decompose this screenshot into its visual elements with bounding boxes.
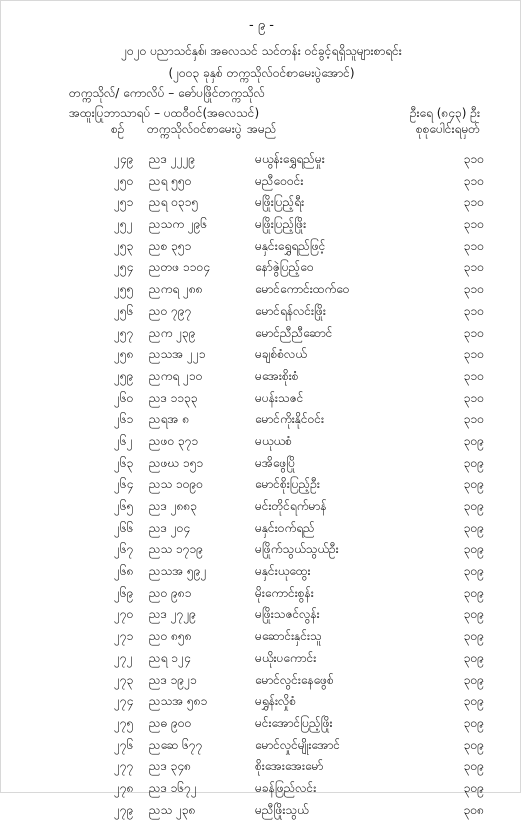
total-score: ၃၁၀ (463, 217, 484, 232)
row-number: ၂၆၁ (114, 412, 134, 427)
column-header-name: အမည် (247, 122, 277, 136)
table-row (1, 390, 521, 412)
row-number: ၂၇၁ (114, 629, 134, 644)
table-row (1, 411, 521, 433)
total-score: ၃၁၀ (463, 390, 484, 405)
exam-id: ညဒ ၂၀၄ (149, 520, 191, 535)
exam-id: ညသအ ၅၈၁ (149, 694, 208, 709)
exam-id: ညဒ ၂၂၂၉ (149, 152, 196, 166)
results-table (1, 151, 521, 823)
student-name: မညီဖြိုးသွယ် (255, 802, 309, 817)
total-score: ၃၀၉ (463, 477, 484, 492)
exam-id: ညဖဝ ၃၇၁ (149, 433, 199, 448)
row-number: ၂၅၄ (114, 260, 134, 275)
student-name: မဖြိုးပြည့်ဖြိုး (255, 217, 307, 232)
student-name: မင်းအောင်ပြည့်ဖြိုး (255, 715, 333, 730)
row-number: ၂၆၄ (114, 477, 134, 492)
row-number: ၂၇၉ (114, 802, 134, 817)
table-row (1, 368, 521, 390)
student-name: မဖြိုးသဇင်လွန်း (255, 607, 320, 622)
exam-id: ညဝ ၈၅၈ (149, 629, 192, 644)
total-score: ၃၁၀ (463, 347, 484, 362)
exam-id: ညဓ ၉၀၀ (149, 715, 192, 730)
table-row (1, 541, 521, 563)
student-name: မယိုးပကောင်း (255, 650, 317, 665)
total-score: ၃၀၉ (463, 780, 484, 795)
exam-id: ညရ ၅၅၀ (149, 173, 192, 188)
row-number: ၂၆၇ (114, 542, 134, 557)
student-name: နော်ဇွဲပြည့်၀ေ (255, 260, 314, 275)
total-score: ၃၀၉ (463, 455, 484, 470)
student-name: မင်းတိုင်ရက်မာန် (255, 499, 327, 513)
table-row (1, 433, 521, 455)
exam-id: ညဝ ၇၉၇ (149, 303, 192, 318)
student-name: မောင်လွင်းနေဖွေစ် (255, 672, 334, 687)
exam-id: ညဒ ၂၇၂၉ (149, 607, 196, 622)
table-row (1, 151, 521, 173)
table-row (1, 650, 521, 672)
total-score: ၃၁၀ (463, 303, 484, 318)
exam-id: ညဒ ၁၉၂၁ (149, 672, 197, 687)
table-row (1, 476, 521, 498)
student-name: စိုးအေးအေးမော် (255, 759, 324, 774)
column-header-exam-id: တက္ကသိုလ်ဝင်စာမေးပွဲ (147, 122, 242, 136)
student-name: မချစ်စံလယ် (255, 347, 307, 362)
row-number: ၂၆၉ (114, 585, 134, 600)
row-number: ၂၅၀ (114, 173, 134, 188)
exam-id: ညဒ ၃၄၈ (149, 759, 192, 774)
total-score: ၃၁၀ (463, 238, 484, 253)
university-line: တက္ကသိုလ်/ ကောလိပ် – ဓော်ပဖြိုင်တက္ကသိုလ် (69, 86, 265, 100)
table-row (1, 455, 521, 477)
total-score: ၃၀၉ (463, 715, 484, 730)
exam-id: ညဒ ၂၈၈၃ (149, 499, 198, 513)
row-number: ၂၆၈ (114, 564, 134, 579)
table-row (1, 693, 521, 715)
table-row (1, 346, 521, 368)
row-number: ၂၇၅ (114, 715, 134, 730)
exam-id: ညဒ ၁၆၇၂ (149, 780, 197, 795)
row-number: ၂၅၉ (114, 368, 134, 383)
table-row (1, 715, 521, 737)
student-name: မဖြိုက်သွယ်သွယ်ဦး (255, 542, 339, 557)
exam-id: ညစ ၃၅၁ (149, 238, 192, 253)
title-line-1: ၂၀၂၀ ပညာသင်နှစ်၊ အဓလသင် သင်တန်း ဝင်ခွင့်ရရှိသူများစာရင်း (121, 44, 402, 58)
column-header-no: စဉ် (111, 122, 125, 136)
exam-id: ညသအ ၂၂၁ (149, 347, 206, 362)
table-row (1, 585, 521, 607)
table-row (1, 325, 521, 347)
table-row (1, 606, 521, 628)
table-row (1, 672, 521, 694)
row-number: ၂၅၈ (114, 347, 134, 362)
total-score: ၃၀၉ (463, 759, 484, 774)
exam-id: ညကရ ၂၁၀ (149, 368, 203, 383)
total-score: ၃၁၀ (463, 412, 484, 427)
table-row (1, 628, 521, 650)
exam-id: ညက ၂၃၉ (149, 325, 196, 340)
total-score: ၃၁၀ (463, 195, 484, 210)
total-score: ၃၀၉ (463, 520, 484, 535)
student-name: မောင်ကိုးနိုင်ဝင်း (255, 412, 325, 427)
student-name: မအေးစိုးစံ (255, 368, 299, 383)
total-score: ၃၁၀ (463, 282, 484, 297)
row-number: ၂၇၈ (114, 780, 134, 795)
total-score: ၃၀၉ (463, 433, 484, 448)
table-row (1, 303, 521, 325)
exam-id: ညဝ ၉၈၁ (149, 585, 192, 600)
row-number: ၂၅၅ (114, 282, 134, 297)
row-number: ၂၅၇ (114, 325, 134, 340)
student-name: မနှင်းဝက်ရည် (255, 520, 315, 535)
total-score-header: စုစုပေါင်းရမှတ် (415, 122, 480, 136)
total-score: ၃၁၀ (463, 325, 484, 340)
table-row (1, 194, 521, 216)
table-row (1, 259, 521, 281)
total-score: ၃၁၀ (463, 173, 484, 188)
total-score: ၃၀၉ (463, 585, 484, 600)
total-score: ၃၀၈ (463, 802, 484, 817)
student-name: မောင်ရန်လင်းဖြိုး (255, 303, 326, 318)
exam-id: ညတဖ ၁၁၀၄ (149, 260, 210, 275)
total-score: ၃၀၉ (463, 650, 484, 665)
exam-id: ညရ ၁၂၄ (149, 650, 191, 665)
student-name: မယွန်းရွှေရည်မှုး (255, 152, 325, 166)
row-number: ၂၅၂ (114, 217, 133, 232)
total-score: ၃၁၀ (463, 368, 484, 383)
student-name: မိုးကောင်းစွန်း (255, 585, 314, 600)
row-number: ၂၄၉ (114, 152, 134, 166)
total-score: ၃၀၉ (463, 499, 484, 513)
student-name: မယုယစံ (255, 433, 292, 448)
table-row (1, 780, 521, 802)
student-name: မခန်ဖြည်လင်း (255, 780, 317, 795)
row-number: ၂၇၂ (114, 650, 133, 665)
student-name: မောင်လှုင်မျိုးအောင် (255, 737, 341, 752)
major-line: အထူးပြုဘာသာရပ် – ပထဝီဝင်(အဓလသင်) (69, 106, 260, 120)
row-number: ၂၇၇ (114, 759, 134, 774)
exam-id: ညရ ၀၃၁၅ (149, 195, 199, 210)
total-score: ၃၀၉ (463, 737, 484, 752)
student-name: မနှင်းယုထွေး (255, 564, 311, 579)
exam-id: ညသ ၂၃၈ (149, 802, 196, 817)
row-number: ၂၇၄ (114, 694, 134, 709)
exam-id: ညသ ၁၀၉၀ (149, 477, 204, 492)
student-name: မရွှန်းလှိုစံ (255, 694, 297, 709)
student-name: မဆောင်းနှင်းသူ (255, 629, 322, 644)
page-number: - ၉ - (249, 18, 274, 33)
exam-id: ညသက ၂၉၆ (149, 217, 208, 232)
title-line-2: (၂၀၀၃ ခုနှစ် တက္ကသိုလ်ဝင်စာမေးပွဲအောင်) (168, 66, 355, 80)
row-number: ၂၆၀ (114, 390, 134, 405)
student-name: မအိဖွေပြို (255, 455, 296, 470)
exam-id: ညသ ၁၇၁၉ (149, 542, 204, 557)
table-row (1, 238, 521, 260)
table-row (1, 520, 521, 542)
student-name: မောင်စိုးပြည့်ဦး (255, 477, 320, 492)
total-count: ဦးရေ (၈၄၃) ဦး (409, 106, 480, 120)
row-number: ၂၅၆ (114, 303, 134, 318)
exam-id: ညရအ ၈ (149, 412, 190, 427)
table-row (1, 173, 521, 195)
table-row (1, 758, 521, 780)
exam-id: ညကရ ၂၈၈ (149, 282, 203, 297)
row-number: ၂၆၂ (114, 433, 133, 448)
student-name: မနှင်းရွှေရည်ဖြင့် (255, 238, 326, 253)
row-number: ၂၅၁ (114, 195, 134, 210)
total-score: ၃၁၀ (463, 152, 484, 166)
total-score: ၃၀၉ (463, 542, 484, 557)
row-number: ၂၇၆ (114, 737, 134, 752)
row-number: ၂၆၃ (114, 455, 134, 470)
student-name: မညီ၀ေဝင်း (255, 173, 304, 188)
exam-id: ညဖဃ ၁၅၁ (149, 455, 204, 470)
row-number: ၂၇၀ (114, 607, 134, 622)
row-number: ၂၆၅ (114, 499, 134, 513)
total-score: ၃၀၉ (463, 564, 484, 579)
total-score: ၃၀၉ (463, 629, 484, 644)
row-number: ၂၅၃ (114, 238, 134, 253)
exam-id: ညဒ ၁၁၃၃ (149, 390, 198, 405)
total-score: ၃၀၉ (463, 607, 484, 622)
student-name: မဖြိုးပြည့်ရီး (255, 195, 305, 210)
table-row (1, 563, 521, 585)
student-name: မပန်းသဇင် (255, 390, 304, 405)
exam-id: ညဆေ ၆၇၇ (149, 737, 203, 752)
table-row (1, 281, 521, 303)
total-score: ၃၀၉ (463, 672, 484, 687)
total-score: ၃၀၉ (463, 694, 484, 709)
table-row (1, 216, 521, 238)
total-score: ၃၁၀ (463, 260, 484, 275)
table-row (1, 737, 521, 759)
student-name: မောင်ညီညီဆောင် (255, 325, 333, 340)
table-row (1, 802, 521, 823)
row-number: ၂၇၃ (114, 672, 134, 687)
table-row (1, 498, 521, 520)
row-number: ၂၆၆ (114, 520, 134, 535)
student-name: မောင်ကောင်းထက်ဝေ (255, 282, 350, 297)
exam-id: ညသအ ၅၉၂ (149, 564, 207, 579)
